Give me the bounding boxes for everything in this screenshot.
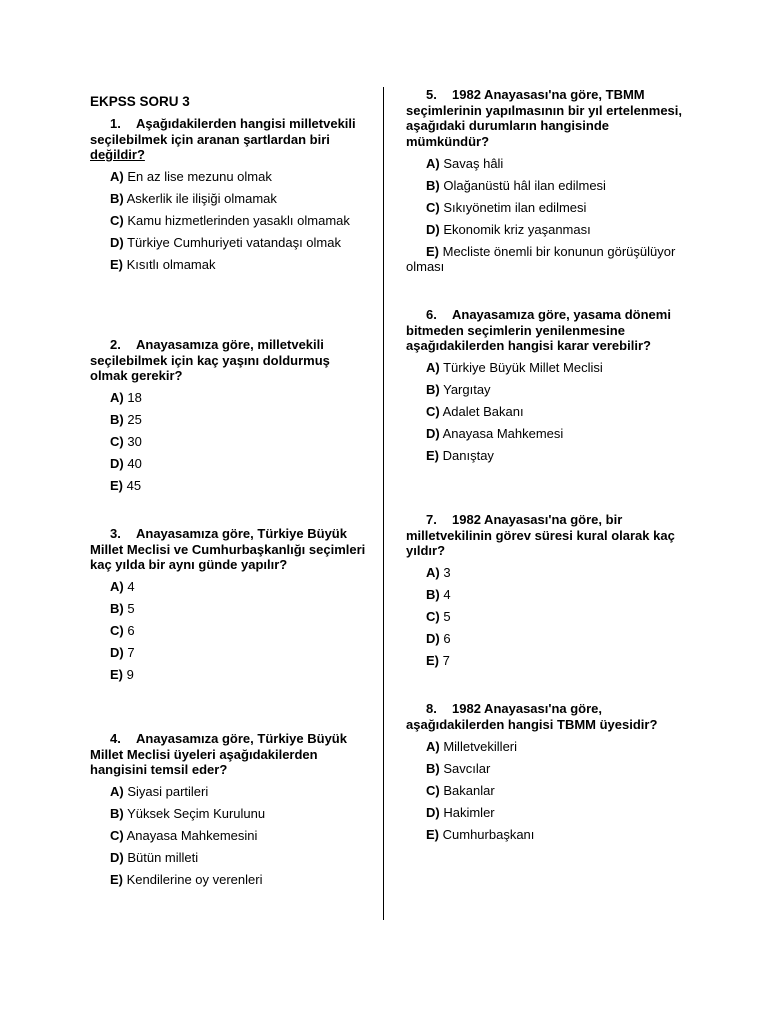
option-b [90,601,370,617]
question-text: 1982 Anayasası'na göre, TBMM seçimlerinin yapılmasının bir yıl ertelenmesi, aşağıdaki durumların hangisinde mümkündür? [406,87,683,149]
option-c [406,404,686,420]
option-text: 18 [127,390,142,405]
option-text: Türkiye Büyük Millet Meclisi [443,360,603,375]
option-text: Kısıtlı olmamak [126,257,216,272]
question-stem [406,87,686,149]
question-number: 5. [426,87,437,102]
option-text: Cumhurbaşkanı [442,826,535,842]
option-text: Milletvekilleri [443,738,518,754]
option-a [406,565,686,581]
option-letter: B) [110,191,124,206]
option-a [406,156,686,172]
question-text: 1982 Anayasası'na göre, bir milletvekilinin görev süresi kural olarak kaç yıldır? [406,512,675,558]
option-text: Siyasi partileri [127,784,209,799]
option-text: Savaş hâli [443,155,504,171]
option-letter: C) [110,828,124,843]
option-e [406,653,686,669]
question-2 [90,337,370,494]
option-a [90,784,370,800]
question-text: Anayasamıza göre, Türkiye Büyük Millet Meclisi üyeleri aşağıdakilerden hangisini temsil eder? [90,731,347,777]
question-stem [90,116,370,163]
option-text: Adalet Bakanı [442,404,524,419]
option-b [406,178,686,194]
option-c [406,783,686,799]
option-text: 5 [443,609,451,624]
option-text: Bakanlar [443,782,495,798]
option-d [406,631,686,647]
option-text: 4 [443,587,451,602]
option-text: 7 [442,653,450,668]
question-stem [90,526,370,573]
option-a [406,739,686,755]
option-letter: C) [426,782,440,798]
option-text: 40 [127,456,142,471]
option-c [90,623,370,639]
question-5 [406,87,686,275]
option-letter: E) [426,448,439,463]
option-text: Kamu hizmetlerinden yasaklı olmamak [127,213,350,228]
option-letter: D) [110,645,124,660]
option-text: Mecliste önemli bir konunun görüşülüyor olması [406,243,676,274]
option-text: Anayasa Mahkemesi [442,426,564,441]
option-text: Yargıtay [443,382,491,397]
option-d [406,426,686,442]
option-d [90,235,370,251]
question-stem [90,337,370,384]
option-c [90,213,370,229]
option-e [90,872,370,888]
option-letter: B) [426,760,440,776]
option-text: Türkiye Cumhuriyeti vatandaşı olmak [127,235,341,250]
question-7 [406,512,686,669]
option-text: 6 [127,623,135,638]
option-e [90,257,370,273]
option-letter: C) [426,404,440,419]
option-a [406,360,686,376]
question-number: 7. [426,512,437,527]
question-stem [90,731,370,778]
option-e [90,478,370,494]
option-text: 3 [443,565,451,580]
option-text: Bütün milleti [127,850,199,865]
question-text: Anayasamıza göre, milletvekili seçilebilmek için kaç yaşını doldurmuş olmak gerekir? [90,337,330,383]
option-letter: D) [110,235,124,250]
option-letter: E) [426,826,439,842]
option-letter: C) [110,623,124,638]
option-text: Yüksek Seçim Kurulunu [127,806,266,821]
option-letter: E) [110,478,123,493]
question-stem [406,307,686,354]
option-letter: B) [110,601,124,616]
option-b [406,587,686,603]
option-d [90,456,370,472]
option-c [90,434,370,450]
option-text: 9 [126,667,134,682]
question-number: 2. [110,337,121,352]
option-text: Kendilerine oy verenleri [126,872,263,887]
question-emphasis: değildir? [90,147,145,162]
option-d [90,645,370,661]
option-text: Anayasa Mahkemesini [126,828,258,843]
option-letter: C) [110,213,124,228]
option-b [90,191,370,207]
option-b [406,382,686,398]
option-c [406,609,686,625]
option-e [90,667,370,683]
option-letter: A) [426,155,440,171]
option-text: En az lise mezunu olmak [127,169,272,184]
option-letter: D) [110,850,124,865]
question-text: Anayasamıza göre, Türkiye Büyük Millet Meclisi ve Cumhurbaşkanlığı seçimleri kaç yılda bir aynı günde yapılır? [90,526,366,572]
option-text: Danıştay [442,448,494,463]
option-b [90,412,370,428]
option-a [90,579,370,595]
option-text: Askerlik ile ilişiği olmamak [126,191,277,206]
option-a [90,169,370,185]
option-letter: A) [110,390,124,405]
option-letter: D) [426,804,440,820]
option-letter: C) [426,609,440,624]
option-letter: A) [110,169,124,184]
option-b [406,761,686,777]
option-text: 5 [127,601,135,616]
option-text: 45 [126,478,142,493]
question-4 [90,731,370,888]
option-c [90,828,370,844]
option-b [90,806,370,822]
option-letter: E) [426,243,439,259]
option-letter: E) [110,667,123,682]
question-text: Aşağıdakilerden hangisi milletvekili seçilebilmek için aranan şartlardan biri [90,116,356,147]
option-text: Sıkıyönetim ilan edilmesi [443,199,587,215]
question-6 [406,307,686,464]
question-stem [406,701,686,732]
question-8 [406,701,686,842]
option-letter: B) [426,177,440,193]
option-text: 6 [443,631,451,646]
option-letter: B) [426,382,440,397]
option-text: 30 [127,434,142,449]
option-a [90,390,370,406]
option-text: 7 [127,645,135,660]
option-text: Olağanüstü hâl ilan edilmesi [443,177,606,193]
question-1 [90,116,370,273]
column-divider [383,87,384,920]
option-letter: C) [110,434,124,449]
option-letter: A) [426,360,440,375]
page-title: EKPSS SORU 3 [90,94,190,109]
option-letter: A) [426,738,440,754]
option-letter: D) [110,456,124,471]
option-letter: D) [426,631,440,646]
option-text: 4 [127,579,135,594]
question-3 [90,526,370,683]
option-letter: A) [110,784,124,799]
option-letter: C) [426,199,440,215]
question-number: 1. [110,116,121,131]
option-d [90,850,370,866]
option-letter: B) [110,806,124,821]
option-letter: A) [110,579,124,594]
option-text: 25 [127,412,142,427]
option-text: Ekonomik kriz yaşanması [443,221,591,237]
question-number: 8. [426,701,437,716]
option-letter: E) [110,257,123,272]
option-letter: B) [110,412,124,427]
option-letter: D) [426,426,440,441]
question-stem [406,512,686,559]
option-c [406,200,686,216]
option-letter: D) [426,221,440,237]
option-d [406,222,686,238]
option-letter: A) [426,565,440,580]
question-text: Anayasamıza göre, yasama dönemi bitmeden seçimlerin yenilenmesine aşağıdakilerden hangisi karar verebilir? [406,307,671,353]
option-text: Savcılar [443,760,491,776]
question-number: 3. [110,526,121,541]
option-text: Hakimler [443,804,495,820]
option-letter: B) [426,587,440,602]
option-e [406,244,686,275]
option-e [406,448,686,464]
option-d [406,805,686,821]
option-e [406,827,686,843]
question-number: 4. [110,731,121,746]
option-letter: E) [110,872,123,887]
question-text: 1982 Anayasası'na göre, aşağıdakilerden hangisi TBMM üyesidir? [406,701,658,732]
question-number: 6. [426,307,437,322]
option-letter: E) [426,653,439,668]
